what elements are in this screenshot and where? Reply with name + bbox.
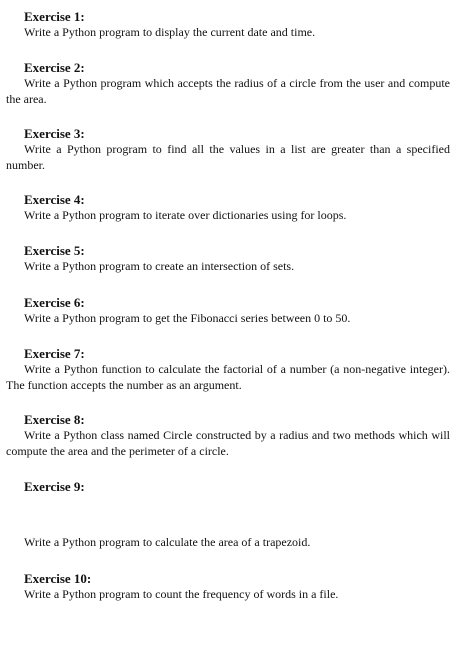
- exercise-4: [6, 191, 450, 224]
- exercise-text: Write a Python program to find all the values in a list are greater than a specified number.: [6, 142, 450, 172]
- exercise-text: Write a Python program to display the current date and time.: [24, 25, 316, 39]
- exercise-text: Write a Python program to calculate the area of a trapezoid.: [24, 535, 311, 549]
- exercise-text: Write a Python program to get the Fibonacci series between 0 to 50.: [24, 311, 351, 325]
- exercise-8: [6, 411, 450, 459]
- exercise-5: [6, 242, 450, 275]
- exercise-text: Write a Python function to calculate the factorial of a number (a non-negative integer). The function accepts the number as an argument.: [6, 362, 450, 392]
- exercise-1: [6, 8, 450, 41]
- exercise-title: Exercise 9:: [24, 479, 85, 494]
- exercise-title: Exercise 2:: [24, 60, 85, 75]
- exercise-title: Exercise 1:: [24, 9, 85, 24]
- exercise-title: Exercise 6:: [24, 295, 85, 310]
- exercise-text: Write a Python class named Circle constructed by a radius and two methods which will compute the area and the perimeter of a circle.: [6, 428, 450, 458]
- exercise-title: Exercise 3:: [24, 126, 85, 141]
- exercise-title: Exercise 10:: [24, 571, 92, 586]
- exercise-text: Write a Python program to iterate over dictionaries using for loops.: [24, 208, 347, 222]
- exercise-text: Write a Python program to count the frequency of words in a file.: [24, 587, 339, 601]
- exercise-10: [6, 570, 450, 603]
- exercise-text: Write a Python program to create an intersection of sets.: [24, 259, 295, 273]
- exercise-2: [6, 59, 450, 107]
- exercise-title: Exercise 8:: [24, 412, 85, 427]
- exercise-3: [6, 125, 450, 173]
- exercise-title: Exercise 4:: [24, 192, 85, 207]
- exercise-title: Exercise 5:: [24, 243, 85, 258]
- exercise-9: [6, 478, 450, 551]
- exercise-7: [6, 345, 450, 393]
- exercise-title: Exercise 7:: [24, 346, 85, 361]
- exercise-text: Write a Python program which accepts the radius of a circle from the user and compute the area.: [6, 76, 450, 106]
- exercise-6: [6, 294, 450, 327]
